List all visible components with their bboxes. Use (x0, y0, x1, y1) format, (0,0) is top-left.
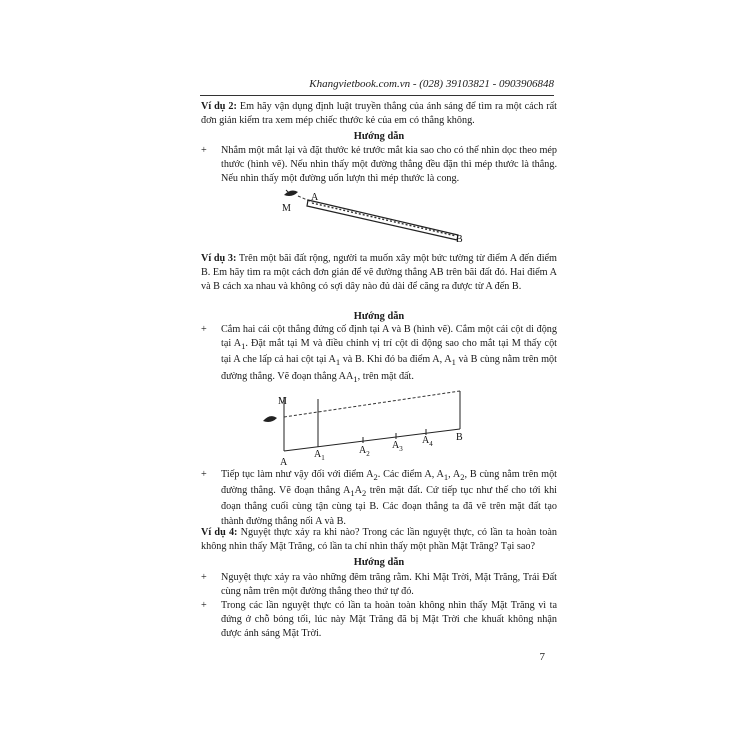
ruler-figure (270, 180, 480, 250)
eye-icon (263, 416, 277, 422)
example4-bullet-2 (201, 599, 557, 642)
fig2-label-a: A (280, 457, 288, 467)
bullet-mark: + (201, 600, 207, 611)
example4-question (201, 526, 557, 554)
example2-label: Ví dụ 2: (201, 101, 237, 112)
page-header: Khangvietbook.com.vn - (028) 39103821 - 0903906848 (309, 78, 554, 90)
example2-question-text: Em hãy vận dụng định luật truyền thẳng của ánh sáng để tìm ra một cách rất đơn giản kiểm tra xem mép chiếc thước kẻ của em có thẳng không. (201, 101, 557, 127)
ruler (307, 200, 458, 240)
example4-bullet-1 (201, 571, 557, 599)
example3-question-text: Trên một bãi đất rộng, người ta muốn xây một bức tường từ điểm A đến điểm B. Em hãy tìm ra một cách đơn giản để vẽ đường thẳng AB trên bãi đất đó. Hai điểm A và B cách xa nhau và không có sợi dây nào đủ dài để căng ra được từ A đến B. (201, 253, 557, 293)
example3-question (201, 252, 557, 295)
fig2-label-a4: $A_4$ (422, 435, 433, 448)
sight-line (298, 196, 312, 202)
ruler-edge (312, 203, 456, 236)
eye-icon (284, 190, 298, 196)
ground-line (284, 429, 460, 451)
wall-figure (260, 385, 475, 467)
example4-bullet-2-text: Trong các lần nguyệt thực có lần ta hoàn toàn không nhìn thấy Mặt Trăng vì ta đứng ở chỗ bóng tối, lúc này Mặt Trăng đã bị Mặt Trời che khuất không nhận được ánh sáng Mặt Trời. (221, 600, 557, 640)
fig2-label-a1: $A_1$ (314, 449, 325, 462)
bullet-mark: + (201, 572, 207, 583)
bullet-mark: + (201, 145, 207, 156)
fig1-label-b: B (456, 234, 463, 245)
bullet-mark: + (201, 324, 207, 335)
fig2-label-m: M (278, 396, 287, 407)
example3-label: Ví dụ 3: (201, 253, 237, 264)
example4-guide-heading: Hướng dẫn (353, 557, 405, 568)
example4-question-text: Nguyệt thực xảy ra khi nào? Trong các lần nguyệt thực, có lần ta hoàn toàn không nhìn thấy Mặt Trăng, có lần ta chỉ nhìn thấy một phần Mặt Trăng? Tại sao? (201, 527, 557, 553)
example3-bullet-1 (201, 323, 557, 386)
example2-bullet-1-text: Nhắm một mắt lại và đặt thước kẻ trước mắt kia sao cho có thể nhìn dọc theo mép thước (hình vẽ). Nếu nhìn thấy một đường thẳng đều đặn thì mép thước là thẳng. Nếu nhìn thấy một đường uốn lượn thì mép thước là cong. (221, 145, 557, 185)
example4-label: Ví dụ 4: (201, 527, 238, 538)
fig2-label-a3: $A_3$ (392, 440, 403, 453)
example3-bullet-2 (201, 468, 557, 529)
example2-guide-heading: Hướng dẫn (353, 131, 405, 142)
header-rule (200, 95, 554, 96)
example4-bullet-1-text: Nguyệt thực xảy ra vào những đêm trăng rằm. Khi Mặt Trời, Mặt Trăng, Trái Đất cùng nằm trên một đường thẳng theo thứ tự đó. (221, 572, 557, 598)
fig1-label-a: A (311, 192, 319, 203)
sight-line (284, 391, 460, 417)
example3-guide-heading: Hướng dẫn (353, 311, 405, 322)
example2-question (201, 100, 557, 128)
fig1-label-m: M (282, 203, 291, 214)
example3-bullet-1-text: Cắm hai cái cột thẳng đứng cố định tại A và B (hình vẽ). Cắm một cái cột di động tại $A_1$. Đặt mắt tại M và điều chỉnh vị trí cột di động sao cho mắt tại M thấy cột tại A che lấp cả hai cột tại $A_1$ và B. Khi đó ba điểm A, $A_1$ và B cùng nằm trên một đường thẳng. Vẽ đoạn thẳng $AA_1$, trên mặt đất. (221, 324, 558, 384)
page-number: 7 (539, 651, 545, 663)
example3-bullet-2-text: Tiếp tục làm như vậy đối với điểm $A_2$. Các điểm A, $A_1$, $A_2$, B cùng nằm trên một đường thẳng. Vẽ đoạn thẳng $A_1A_2$ trên mặt đất. Cứ tiếp tục như thế cho tới khi đoạn thẳng cuối cùng tận cùng tại B. Các đoạn thẳng ta đã vẽ trên mặt đất tạo thành đường thẳng nối A và B. (221, 469, 558, 527)
bullet-mark: + (201, 469, 207, 480)
fig2-label-b: B (456, 432, 463, 443)
fig2-label-a2: $A_2$ (359, 445, 370, 458)
